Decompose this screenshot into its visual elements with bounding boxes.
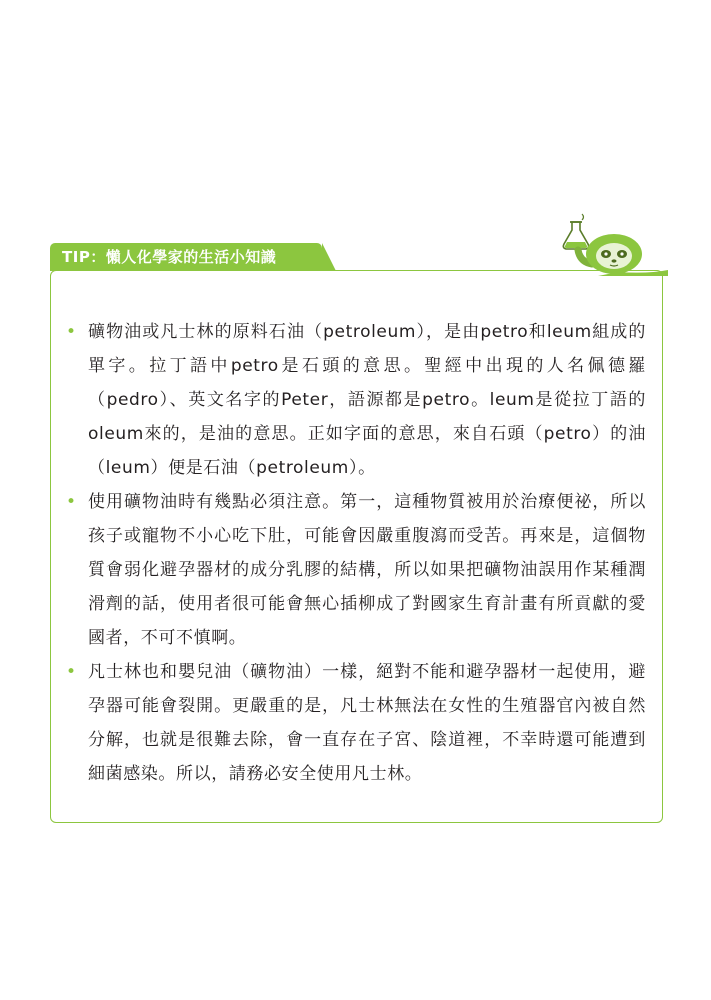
list-item	[66, 315, 646, 485]
bullet-marker: •	[66, 492, 77, 512]
tip-title: TIP：懶人化學家的生活小知識	[62, 248, 277, 266]
tip-content	[66, 315, 646, 791]
list-item	[66, 655, 646, 791]
bullet-text: 礦物油或凡士林的原料石油（petroleum），是由petro和leum組成的單字。拉丁語中petro是石頭的意思。聖經中出現的人名佩德羅（pedro）、英文名字的Peter，語源都是petro。leum是從拉丁語的oleum來的，是油的意思。正如字面的意思，來自石頭（petro）的油（leum）便是石油（petroleum）。	[88, 322, 646, 478]
sloth-chemist-mascot-icon	[558, 212, 668, 276]
list-item	[66, 485, 646, 655]
flask-icon	[563, 214, 588, 249]
tip-header-tab	[50, 243, 322, 271]
bullet-text: 凡士林也和嬰兒油（礦物油）一樣，絕對不能和避孕器材一起使用，避孕器可能會裂開。更嚴重的是，凡士林無法在女性的生殖器官內被自然分解，也就是很難去除，會一直存在子宮、陰道裡，不幸時還可能遭到細菌感染。所以，請務必安全使用凡士林。	[88, 662, 646, 784]
bullet-text: 使用礦物油時有幾點必須注意。第一，這種物質被用於治療便祕，所以孩子或寵物不小心吃下肚，可能會因嚴重腹瀉而受苦。再來是，這個物質會弱化避孕器材的成分乳膠的結構，所以如果把礦物油誤用作某種潤滑劑的話，使用者很可能會無心插柳成了對國家生育計畫有所貢獻的愛國者，不可不慎啊。	[88, 492, 646, 648]
bullet-marker: •	[66, 662, 77, 682]
bullet-marker: •	[66, 322, 77, 342]
